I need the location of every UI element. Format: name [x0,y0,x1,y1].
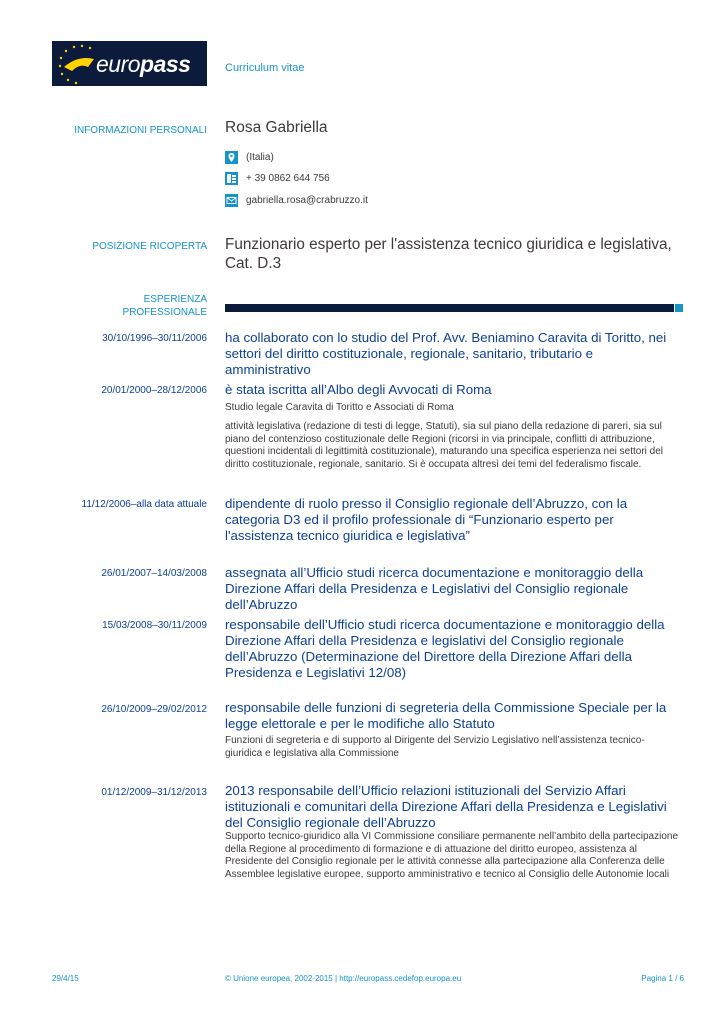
position-title: Funzionario esperto per l'assistenza tecnico giuridica e legislativa, Cat. D.3 [225,236,672,272]
entry-description: Supporto tecnico-giuridico alla VI Commissione consiliare permanente nell’ambito della partecipazione della Regione al procedimento di formazione e di attuazione del diritto europeo, assistenza al Presidente del Consiglio regionale per le attività connesse alla partecipazione alla Conferenza delle Assemblee legislative europee, supporto amministrativo e tecnico al Consiglio delle Autonomie locali [225,831,679,880]
entry-date: 15/03/2008–30/11/2009 [102,620,207,631]
location-pin-icon [225,151,238,164]
phone-text: + 39 0862 644 756 [246,173,330,184]
entry-date: 30/10/1996–30/11/2006 [102,333,207,344]
entry-title: 2013 responsabile dell’Ufficio relazioni istituzionali del Servizio Affari istituzionali e comunitari della Direzione Affari della Presidenza e Legislativi del Consiglio regionale dell’Abruzzo [225,783,667,830]
entry-title: assegnata all’Ufficio studi ricerca documentazione e monitoraggio della Direzione Affari della Presidenza e Legislativi del Consiglio regionale dell’Abruzzo [225,565,644,612]
logo-text-euro: euro [96,51,141,77]
entry-employer: Studio legale Caravita di Toritto e Associati di Roma [225,402,454,413]
entry-date: 20/01/2000–28/12/2006 [101,385,207,396]
entry-title: è stata iscritta all’Albo degli Avvocati di Roma [225,382,492,397]
footer-page-number: Pagina 1 / 6 [641,974,684,983]
section-label-position: POSIZIONE RICOPERTA [92,241,207,252]
logo-text-pass: pass [140,51,191,77]
section-label-experience [123,293,207,319]
contact-phone [225,172,330,185]
entry-title: ha collaborato con lo studio del Prof. Avv. Beniamino Caravita di Toritto, nei settori del diritto costituzionale, regionale, sanitario, tributario e amministrativo [225,330,667,377]
phone-icon [225,172,238,185]
entry-title: responsabile dell’Ufficio studi ricerca documentazione e monitoraggio della Direzione Affari della Presidenza e legislativi del Consiglio regionale dell’Abruzzo (Determinazione del Direttore della Direzione Affari della Presidenza e Legislativi 12/08) [225,617,665,680]
footer-copyright[interactable]: © Unione europea, 2002-2015 | http://europass.cedefop.europa.eu [225,974,462,983]
section-label-experience-line2: PROFESSIONALE [122,307,207,318]
footer-date: 29/4/15 [52,974,79,983]
document-title: Curriculum vitae [225,62,305,74]
entry-date: 26/10/2009–29/02/2012 [101,704,207,715]
person-name: Rosa Gabriella [225,119,328,136]
section-label-experience-line1: ESPERIENZA [143,294,207,305]
entry-title: dipendente di ruolo presso il Consiglio regionale dell’Abruzzo, con la categoria D3 ed il profilo professionale di “Funzionario esperto per l'assistenza tecnico giuridica e legislativa” [225,496,628,543]
entry-title: responsabile delle funzioni di segreteria della Commissione Speciale per la legge elettorale e per le modifiche allo Statuto [225,700,667,731]
entry-date: 11/12/2006–alla data attuale [81,499,207,510]
entry-description: Funzioni di segreteria e di supporto al Dirigente del Servizio Legislativo nell’assistenza tecnico-giuridica e legislativa alla Commissione [225,735,645,759]
section-divider-accent [675,304,683,312]
contact-email[interactable] [225,194,368,207]
email-text[interactable]: gabriella.rosa@crabruzzo.it [246,195,368,206]
europass-logo [52,41,207,86]
contact-location [225,151,274,164]
entry-date: 01/12/2009–31/12/2013 [101,787,207,798]
section-label-personal: INFORMAZIONI PERSONALI [74,125,207,136]
entry-description: attività legislativa (redazione di testi di legge, Statuti), sia sul piano della redazione di pareri, sia sul piano del contenzioso costituzionale delle Regioni (ricorsi in via principale, conflitti di attribuzione, questioni incidentali di legittimità costituzionale), maturando una specifica esperienza nei settori del diritto costituzionale, regionale, sanitario. Si è occupata altresì dei temi del federalismo fiscale. [225,421,664,470]
entry-date: 26/01/2007–14/03/2008 [101,568,207,579]
email-icon [225,194,238,207]
location-text: (Italia) [246,152,274,163]
section-divider-bar [225,304,674,312]
